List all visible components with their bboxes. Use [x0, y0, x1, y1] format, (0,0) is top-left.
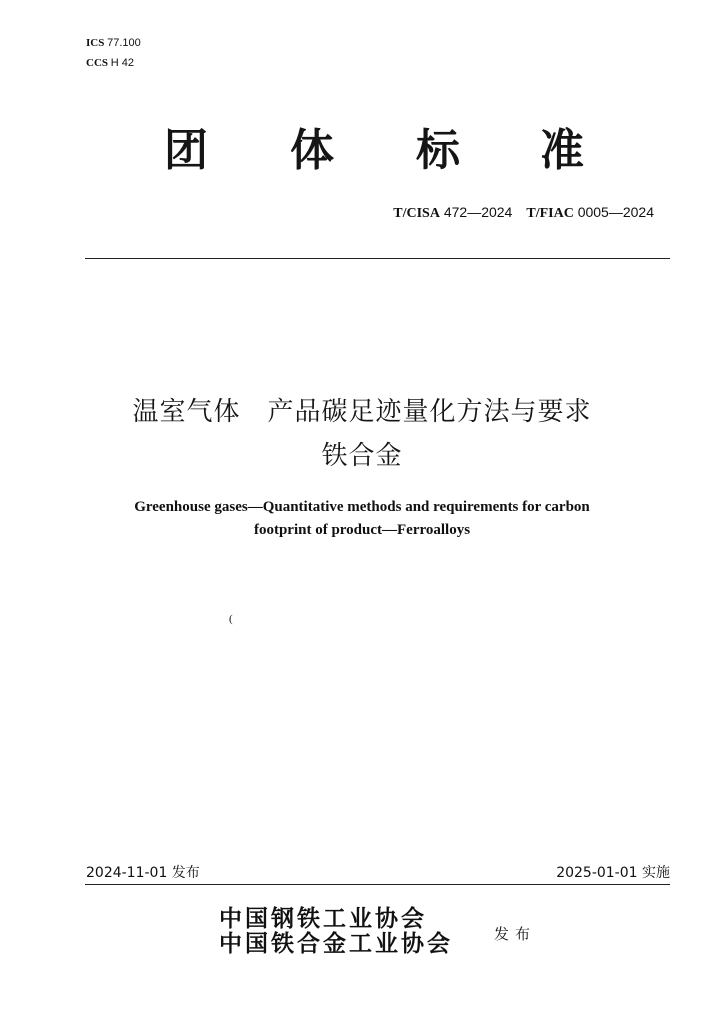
bottom-divider	[85, 884, 670, 885]
ics-value: 77.100	[107, 37, 141, 49]
standard-type-char: 团	[164, 125, 208, 176]
standard-number-prefix: T/CISA	[393, 206, 440, 221]
implementation-date: 2025-01-01 实施	[556, 865, 670, 881]
standard-numbers	[393, 203, 654, 223]
top-divider	[85, 258, 670, 259]
publisher-name: 中国钢铁工业协会	[219, 905, 427, 932]
standard-number-value: 472—2024	[439, 204, 513, 220]
standard-number-prefix: T/FIAC	[526, 206, 574, 221]
issue-date: 2024-11-01 发布	[86, 865, 200, 881]
chinese-title-line-1: 温室气体 产品碳足迹量化方法与要求	[132, 397, 592, 427]
ccs-value: H 42	[110, 57, 135, 69]
ccs-label: CCS	[86, 57, 109, 69]
ics-code	[86, 36, 141, 50]
ccs-code	[86, 56, 134, 70]
standard-type-char: 体	[290, 125, 334, 176]
english-title-line-2: footprint of product—Ferroalloys	[253, 522, 471, 538]
standard-number-value: 0005—2024	[573, 204, 654, 220]
standard-type-heading	[0, 118, 724, 188]
english-title-line-1: Greenhouse gases—Quantitative methods and requirements for carbon	[134, 499, 590, 515]
standard-type-char: 准	[540, 125, 584, 176]
chinese-title-line-2: 铁合金	[321, 441, 403, 471]
standard-type-char: 标	[416, 125, 460, 176]
publish-label: 发布	[494, 925, 537, 943]
publishers	[219, 906, 453, 956]
publisher-name: 中国铁合金工业协会	[219, 930, 453, 957]
ics-label: ICS	[86, 37, 105, 49]
stray-mark: (	[229, 613, 233, 625]
